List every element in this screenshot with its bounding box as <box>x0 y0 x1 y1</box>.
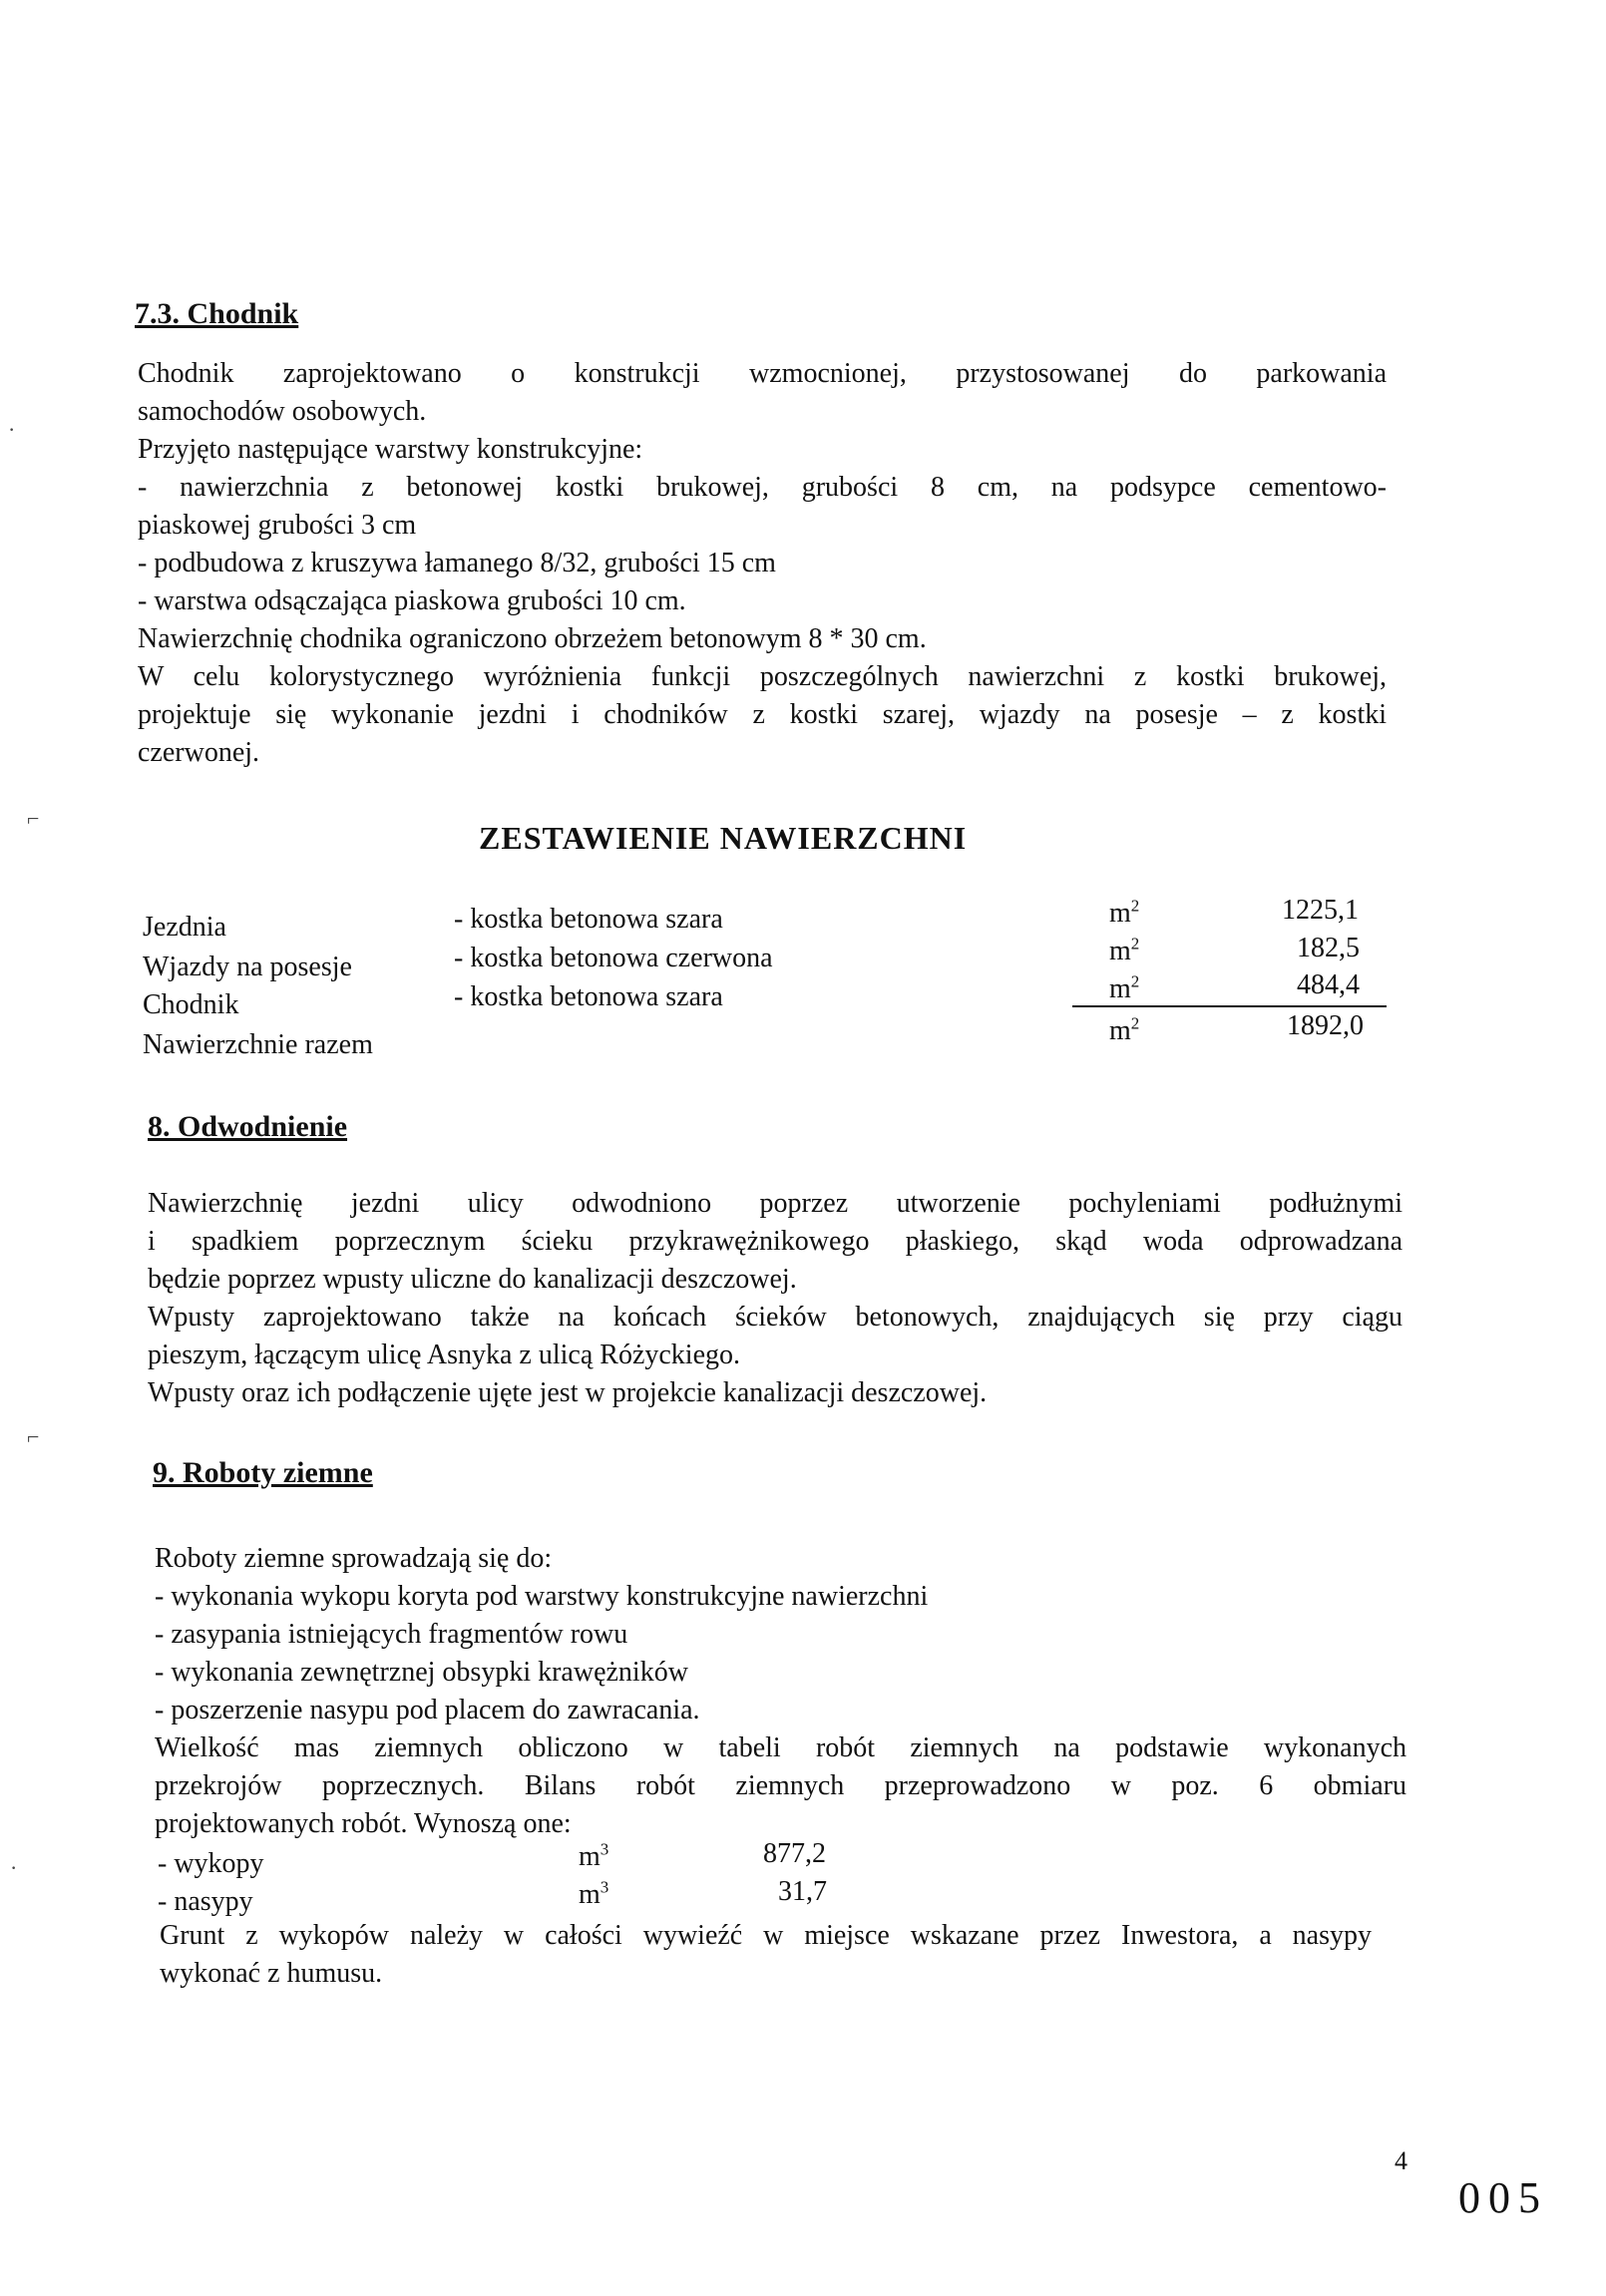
earthworks-unit <box>579 1876 608 1914</box>
earthworks-unit <box>579 1838 608 1876</box>
paragraph-line: - wykonania zewnętrznej obsypki krawężników <box>155 1657 688 1688</box>
summary-total-divider <box>1072 1005 1387 1007</box>
paragraph-line: W celu kolorystycznego wyróżnienia funkcji poszczególnych nawierzchni z kostki brukowej, <box>138 661 1387 692</box>
unit-base: m <box>1109 1015 1131 1046</box>
paragraph-line: Wpusty zaprojektowano także na końcach ścieków betonowych, znajdujących się przy ciągu <box>148 1302 1403 1333</box>
section-heading-7-3: 7.3. Chodnik <box>135 297 299 330</box>
unit-base: m <box>1109 898 1131 929</box>
unit-exponent: 3 <box>600 1839 609 1859</box>
summary-total-name: Nawierzchnie razem <box>143 1029 373 1060</box>
earthworks-value: 877,2 <box>763 1838 826 1869</box>
section-8-body <box>148 1185 1403 1412</box>
scan-mark: ⌐ <box>27 806 40 831</box>
paragraph-line: - warstwa odsączająca piaskowa grubości 10 cm. <box>138 585 686 616</box>
paragraph-line: piaskowej grubości 3 cm <box>138 510 417 541</box>
page-number: 4 <box>1395 2146 1407 2175</box>
earthworks-label: - nasypy <box>158 1886 253 1917</box>
paragraph-line: - zasypania istniejących fragmentów rowu <box>155 1619 628 1650</box>
unit-exponent: 2 <box>1130 896 1140 916</box>
paragraph-line: Chodnik zaprojektowano o konstrukcji wzmocnionej, przystosowanej do parkowania <box>138 358 1387 389</box>
paragraph-line: Grunt z wykopów należy w całości wywieźć w miejsce wskazane przez Inwestora, a nasypy <box>160 1920 1372 1951</box>
paragraph-line: wykonać z humusu. <box>160 1958 383 1989</box>
summary-row-unit <box>1109 936 1139 967</box>
summary-row-value: 1225,1 <box>1282 895 1359 926</box>
summary-row-value: 182,5 <box>1297 933 1360 963</box>
unit-base: m <box>1109 973 1131 1004</box>
summary-total-unit <box>1109 1015 1139 1047</box>
summary-row-name: Jezdnia <box>143 912 226 943</box>
summary-title: ZESTAWIENIE NAWIERZCHNI <box>479 820 968 856</box>
paragraph-line: projektuje się wykonanie jezdni i chodników z kostki szarej, wjazdy na posesje – z kostki <box>138 699 1387 730</box>
unit-exponent: 2 <box>1130 1013 1140 1033</box>
section-heading-8: 8. Odwodnienie <box>148 1110 348 1143</box>
paragraph-line: - nawierzchnia z betonowej kostki brukowej, grubości 8 cm, na podsypce cementowo- <box>138 472 1387 503</box>
paragraph-line: czerwonej. <box>138 737 260 768</box>
paragraph-line: projektowanych robót. Wynoszą one: <box>155 1808 572 1839</box>
paragraph-line: - wykonania wykopu koryta pod warstwy konstrukcyjne nawierzchni <box>155 1581 929 1612</box>
scan-mark: · <box>10 1855 18 1880</box>
summary-row-desc: - kostka betonowa szara <box>454 904 723 935</box>
unit-base: m <box>579 1879 601 1910</box>
earthworks-label: - wykopy <box>158 1848 264 1879</box>
summary-row-value: 484,4 <box>1297 969 1360 1000</box>
unit-exponent: 3 <box>600 1877 609 1897</box>
paragraph-line: Przyjęto następujące warstwy konstrukcyjne: <box>138 434 643 465</box>
summary-row-desc: - kostka betonowa szara <box>454 981 723 1012</box>
paragraph-line: Nawierzchnię chodnika ograniczono obrzeżem betonowym 8 * 30 cm. <box>138 623 927 654</box>
summary-row-unit <box>1109 898 1139 930</box>
summary-row-name: Chodnik <box>143 989 239 1020</box>
paragraph-line: - poszerzenie nasypu pod placem do zawracania. <box>155 1695 700 1725</box>
unit-base: m <box>579 1841 601 1872</box>
unit-exponent: 2 <box>1130 971 1140 991</box>
unit-exponent: 2 <box>1130 934 1140 954</box>
paragraph-line: i spadkiem poprzecznym ścieku przykrawężnikowego płaskiego, skąd woda odprowadzana <box>148 1226 1403 1257</box>
earthworks-value: 31,7 <box>778 1876 827 1907</box>
unit-base: m <box>1109 936 1131 966</box>
scan-mark: ⌐ <box>27 1424 40 1449</box>
scan-mark: · <box>8 417 16 442</box>
paragraph-line: - podbudowa z kruszywa łamanego 8/32, grubości 15 cm <box>138 548 776 578</box>
summary-row-unit <box>1109 973 1139 1005</box>
section-heading-9: 9. Roboty ziemne <box>153 1456 373 1489</box>
section-7-3-body <box>138 355 1387 772</box>
paragraph-line: Nawierzchnię jezdni ulicy odwodniono poprzez utworzenie pochyleniami podłużnymi <box>148 1188 1403 1219</box>
section-9-body <box>155 1540 1406 1843</box>
section-9-closing <box>160 1917 1372 1993</box>
summary-total-value: 1892,0 <box>1287 1010 1364 1041</box>
paragraph-line: Wielkość mas ziemnych obliczono w tabeli robót ziemnych na podstawie wykonanych <box>155 1732 1406 1763</box>
sheet-number: 005 <box>1458 2173 1548 2222</box>
summary-row-desc: - kostka betonowa czerwona <box>454 943 773 973</box>
paragraph-line: przekrojów poprzecznych. Bilans robót ziemnych przeprowadzono w poz. 6 obmiaru <box>155 1770 1406 1801</box>
paragraph-line: samochodów osobowych. <box>138 396 427 427</box>
paragraph-line: Wpusty oraz ich podłączenie ujęte jest w projekcie kanalizacji deszczowej. <box>148 1377 988 1408</box>
paragraph-line: pieszym, łączącym ulicę Asnyka z ulicą Różyckiego. <box>148 1339 741 1370</box>
paragraph-line: będzie poprzez wpusty uliczne do kanalizacji deszczowej. <box>148 1264 797 1295</box>
paragraph-line: Roboty ziemne sprowadzają się do: <box>155 1543 553 1574</box>
summary-row-name: Wjazdy na posesje <box>143 952 352 982</box>
